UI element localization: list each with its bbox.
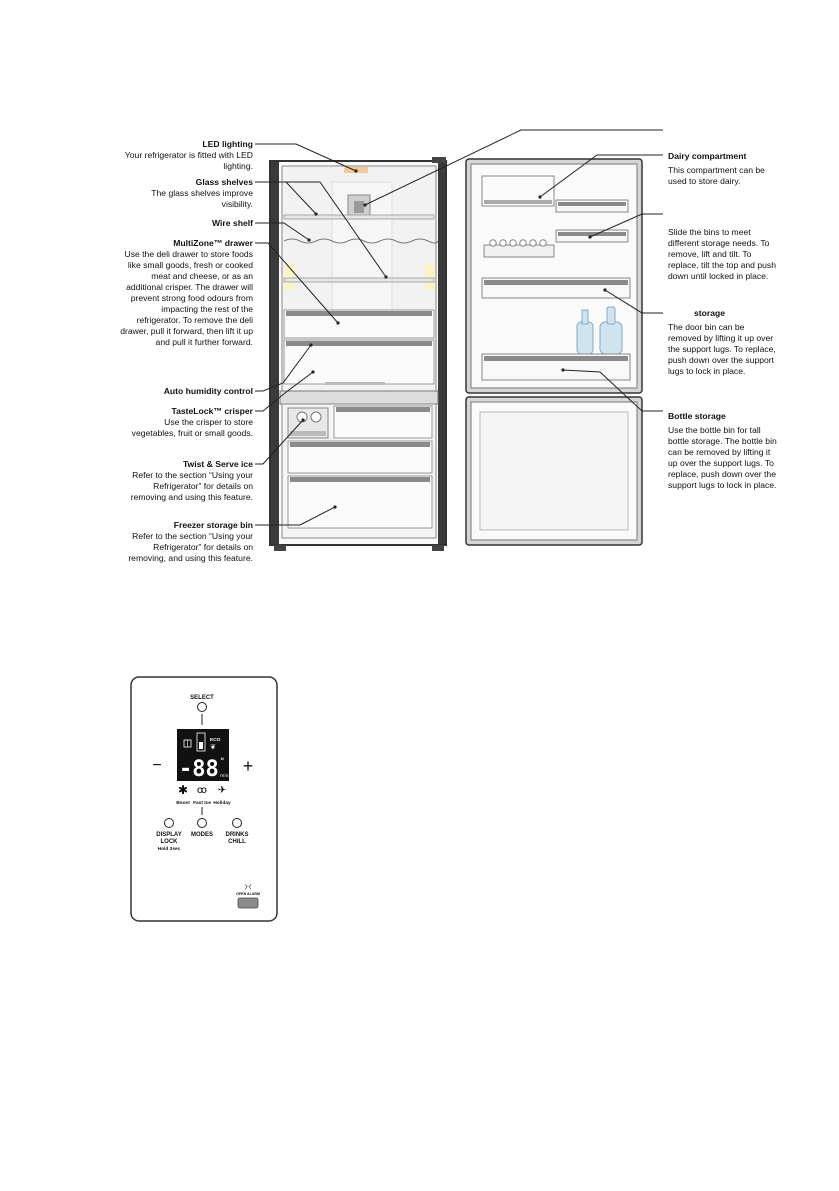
minute-unit: min [220,774,229,779]
label-freezer-storage-bin [120,520,253,564]
label-desc: Refer to the section “Using your Refrigerator” for details on removing, and using this feature. [128,531,253,563]
label-title: Glass shelves [195,177,253,187]
label-title: TasteLock™ crisper [171,406,253,416]
label-desc: The glass shelves improve visibility. [151,188,253,209]
display-lock-button[interactable] [165,819,174,828]
open-alarm-label: OPEN ALARM [235,892,261,896]
open-alarm-button[interactable] [238,898,258,908]
temperature-digits: -88 [179,757,219,782]
label-desc: The door bin can be removed by lifting it up over the support lugs. To replace, push down over the support lugs to lock in place. [668,322,776,376]
degree-symbol: ° [220,757,225,767]
label-twist-serve-ice [120,459,253,503]
minus-button[interactable]: − [152,757,162,774]
label-tastelock-crisper [120,406,253,439]
eco-label: ECO [210,738,221,743]
label-title: Wire shelf [212,218,253,228]
label-multizone-drawer [120,238,253,348]
label-desc: Slide the bins to meet different storage needs. To remove, lift and tilt. To replace, tilt the top and push down until locked in place. [668,227,776,281]
drinks-chill-label-2: CHILL [228,839,246,845]
fast-ice-icon: ꝏ [196,785,208,796]
select-button[interactable] [198,703,207,712]
mode-label-fast-ice: Fast Ice [193,801,211,806]
label-desc: Use the crisper to store vegetables, fruit or small goods. [131,417,253,438]
label-title: Dairy compartment [668,151,747,161]
display-lock-label-1: DISPLAY [156,832,182,838]
label-desc: Refer to the section “Using your Refrigerator” for details on removing and using this feature. [130,470,253,502]
plus-button[interactable]: + [242,756,254,776]
label-glass-shelves [120,177,253,210]
holiday-icon: ✈ [217,785,227,796]
control-panel [130,676,280,926]
alarm-icon: )·( [244,884,252,891]
mode-label-holiday: Holiday [213,801,231,806]
modes-button[interactable] [198,819,207,828]
label-title: MultiZone™ drawer [173,238,253,248]
boost-icon: ✱ [177,783,189,797]
select-label: SELECT [190,695,214,701]
display-lock-label-2: LOCK [160,839,178,845]
label-desc: This compartment can be used to store dairy. [668,165,765,186]
label-wire-shelf [120,218,253,229]
label-door-storage [668,308,780,377]
label-led-lighting [120,139,253,172]
leaf-icon: ❦ [210,743,216,751]
label-title: storage [694,308,726,318]
label-title: Twist & Serve ice [182,459,253,469]
drinks-chill-label-1: DRINKS [225,832,249,838]
label-title: Bottle storage [668,411,726,421]
label-desc: Your refrigerator is fitted with LED lighting. [124,150,253,171]
label-bottle-storage [668,411,780,491]
label-title: Freezer storage bin [173,520,253,530]
mode-label-boost: Boost [176,801,190,806]
label-title: Auto humidity control [163,386,253,396]
display-lock-label-3: Hold 3sec [157,847,181,852]
label-desc: Use the bottle bin for tall bottle storage. The bottle bin can be removed by lifting it up over the support lugs. To replace, push down over the support lugs to lock in place. [668,425,777,490]
modes-label: MODES [190,832,214,838]
label-title: LED lighting [202,139,253,149]
label-dairy-compartment [668,151,780,187]
label-auto-humidity [120,386,253,397]
label-desc: Use the deli drawer to store foods like small goods, fresh or cooked meat and cheese, or as an additional crisper. The drawer will prevent strong food odours from impacting the rest of the refrigerator. To remove the deli drawer, pull it forward, then lift it up and pull it further forward. [120,249,253,347]
drinks-chill-button[interactable] [233,819,242,828]
label-slide-bins [668,227,780,282]
